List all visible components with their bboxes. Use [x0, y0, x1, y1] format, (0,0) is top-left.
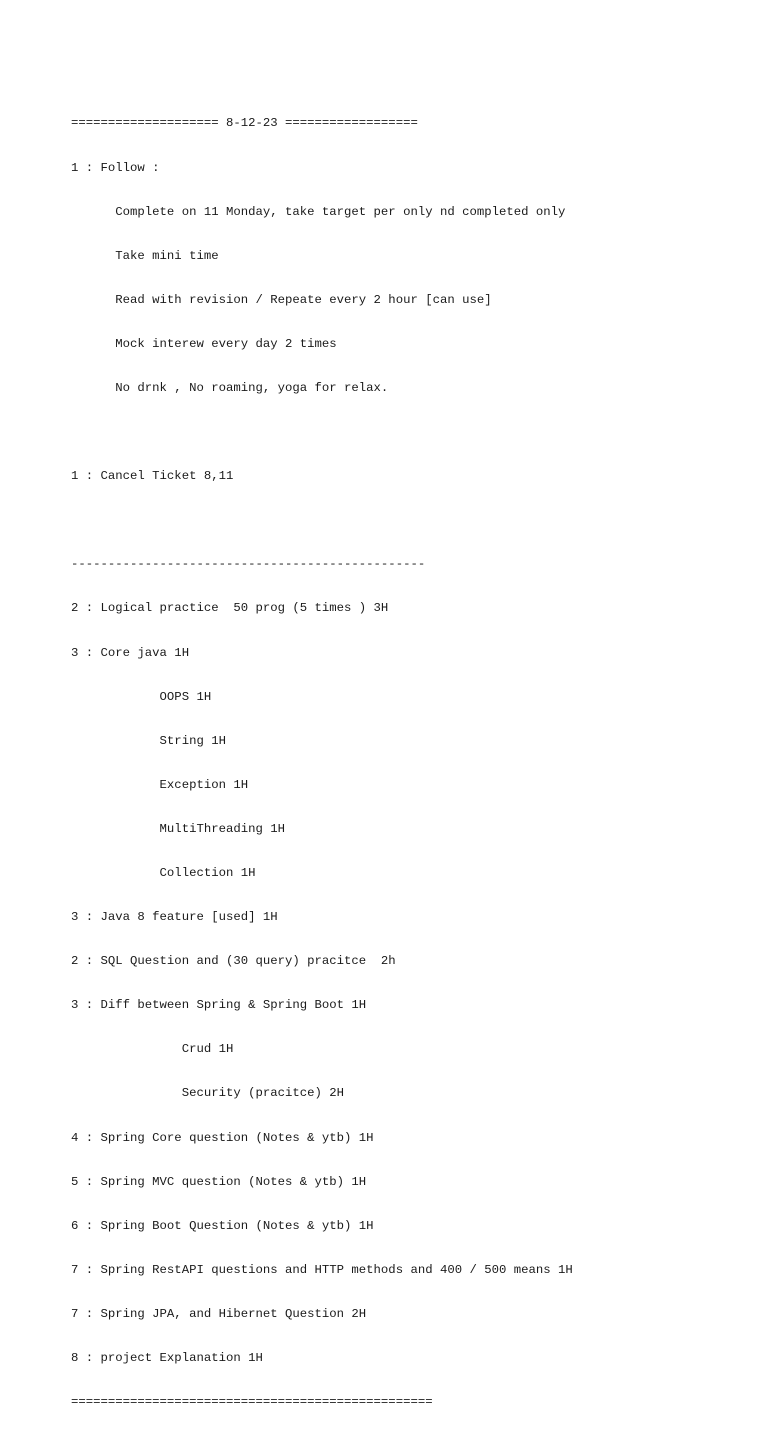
blank-line — [71, 425, 573, 440]
text-line: Mock interew every day 2 times — [71, 336, 337, 351]
text-line: Complete on 11 Monday, take target per only nd completed only — [71, 204, 566, 219]
blank-line — [71, 513, 573, 528]
text-line: Take mini time — [71, 248, 219, 263]
text-line: OOPS 1H — [71, 689, 212, 704]
text-line: 8 : project Explanation 1H — [71, 1351, 263, 1366]
text-line: 1 : Follow : — [71, 160, 160, 175]
text-line: String 1H — [71, 733, 226, 748]
text-line: Read with revision / Repeate every 2 hour [can use] — [71, 292, 492, 307]
text-line: 3 : Diff between Spring & Spring Boot 1H — [71, 998, 367, 1013]
text-line: Security (pracitce) 2H — [71, 1086, 345, 1101]
text-line: 3 : Core java 1H — [71, 645, 190, 660]
text-line: No drnk , No roaming, yoga for relax. — [71, 380, 389, 395]
text-line: 7 : Spring JPA, and Hibernet Question 2H — [71, 1306, 367, 1321]
text-line: Exception 1H — [71, 777, 249, 792]
text-line: Collection 1H — [71, 866, 256, 880]
text-line: 1 : Cancel Ticket 8,11 — [71, 469, 234, 484]
text-line: 2 : Logical practice 50 prog (5 times ) 3H — [71, 601, 389, 616]
text-line: 4 : Spring Core question (Notes & ytb) 1H — [71, 1130, 374, 1145]
text-line: 7 : Spring RestAPI questions and HTTP methods and 400 / 500 means 1H — [71, 1262, 573, 1277]
dash-separator-line: ------------------------------------------------ — [71, 557, 426, 572]
text-line: 5 : Spring MVC question (Notes & ytb) 1H — [71, 1174, 367, 1189]
plain-text-body — [71, 87, 573, 1439]
header-separator-line: ==================== 8-12-23 ================== — [71, 116, 418, 131]
text-line: 2 : SQL Question and (30 query) pracitce 2h — [71, 954, 396, 969]
text-line: 6 : Spring Boot Question (Notes & ytb) 1H — [71, 1218, 374, 1233]
footer-separator-line: ================================================= — [71, 1395, 433, 1410]
text-line: MultiThreading 1H — [71, 821, 286, 836]
text-line: 3 : Java 8 feature [used] 1H — [71, 910, 278, 925]
text-line: Crud 1H — [71, 1042, 234, 1057]
